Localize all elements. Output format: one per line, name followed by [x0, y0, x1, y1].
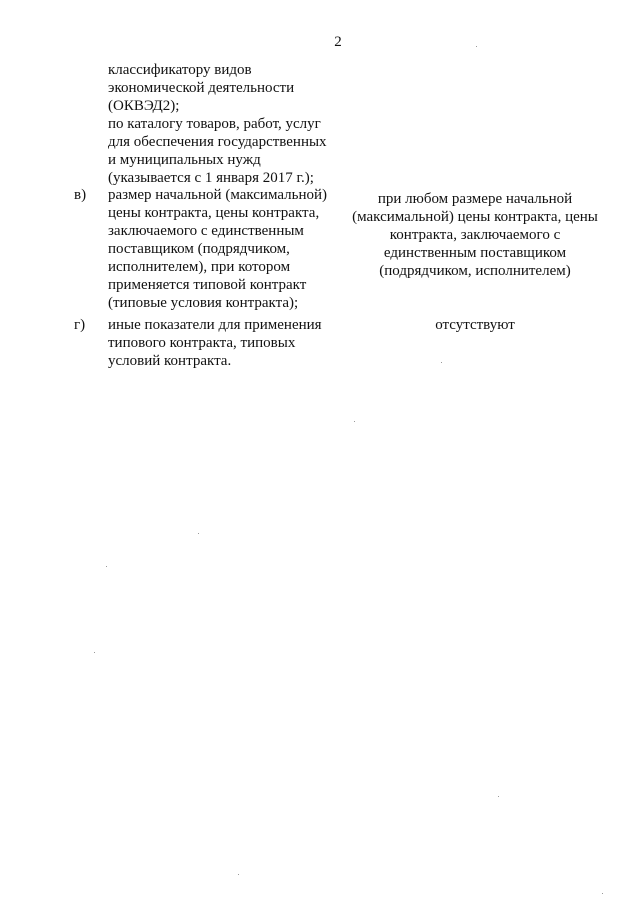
scan-speck	[498, 796, 499, 797]
scan-speck	[476, 46, 477, 47]
item-right-line: (подрядчиком, исполнителем)	[379, 263, 571, 279]
scan-speck	[354, 421, 355, 422]
scan-speck	[94, 652, 95, 653]
item-left-line: исполнителем), при котором	[108, 259, 291, 275]
item-left-line: условий контракта.	[108, 353, 232, 369]
item-left-line: (типовые условия контракта);	[108, 295, 299, 311]
scan-speck	[441, 362, 442, 363]
item-left-line: цены контракта, цены контракта,	[108, 205, 320, 221]
scan-speck	[602, 893, 603, 894]
list-item-marker: в)	[74, 187, 87, 203]
item-left-line: поставщиком (подрядчиком,	[108, 241, 290, 257]
item-left-line: применяется типовой контракт	[108, 277, 307, 293]
item-right-line: контракта, заключаемого с	[389, 227, 561, 243]
item-left-line: типового контракта, типовых	[108, 335, 296, 351]
intro-line: и муниципальных нужд	[108, 152, 261, 168]
intro-line: классификатору видов	[108, 62, 252, 78]
scan-speck	[106, 566, 107, 567]
intro-line: по каталогу товаров, работ, услуг	[108, 116, 321, 132]
item-left-line: иные показатели для применения	[108, 317, 322, 333]
intro-line: (ОКВЭД2);	[108, 98, 180, 114]
item-right-line: при любом размере начальной	[377, 191, 573, 207]
list-item-marker: г)	[74, 317, 86, 333]
item-right-line: (максимальной) цены контракта, цены	[352, 209, 598, 225]
intro-line: (указывается с 1 января 2017 г.);	[108, 170, 314, 186]
item-left-line: размер начальной (максимальной)	[108, 187, 328, 203]
scan-speck	[238, 874, 239, 875]
intro-line: для обеспечения государственных	[108, 134, 327, 150]
item-left-line: заключаемого с единственным	[108, 223, 304, 239]
page-number: 2	[334, 34, 342, 50]
intro-line: экономической деятельности	[108, 80, 295, 96]
scan-speck	[198, 533, 199, 534]
item-right-line: отсутствуют	[435, 317, 515, 333]
item-right-line: единственным поставщиком	[383, 245, 567, 261]
